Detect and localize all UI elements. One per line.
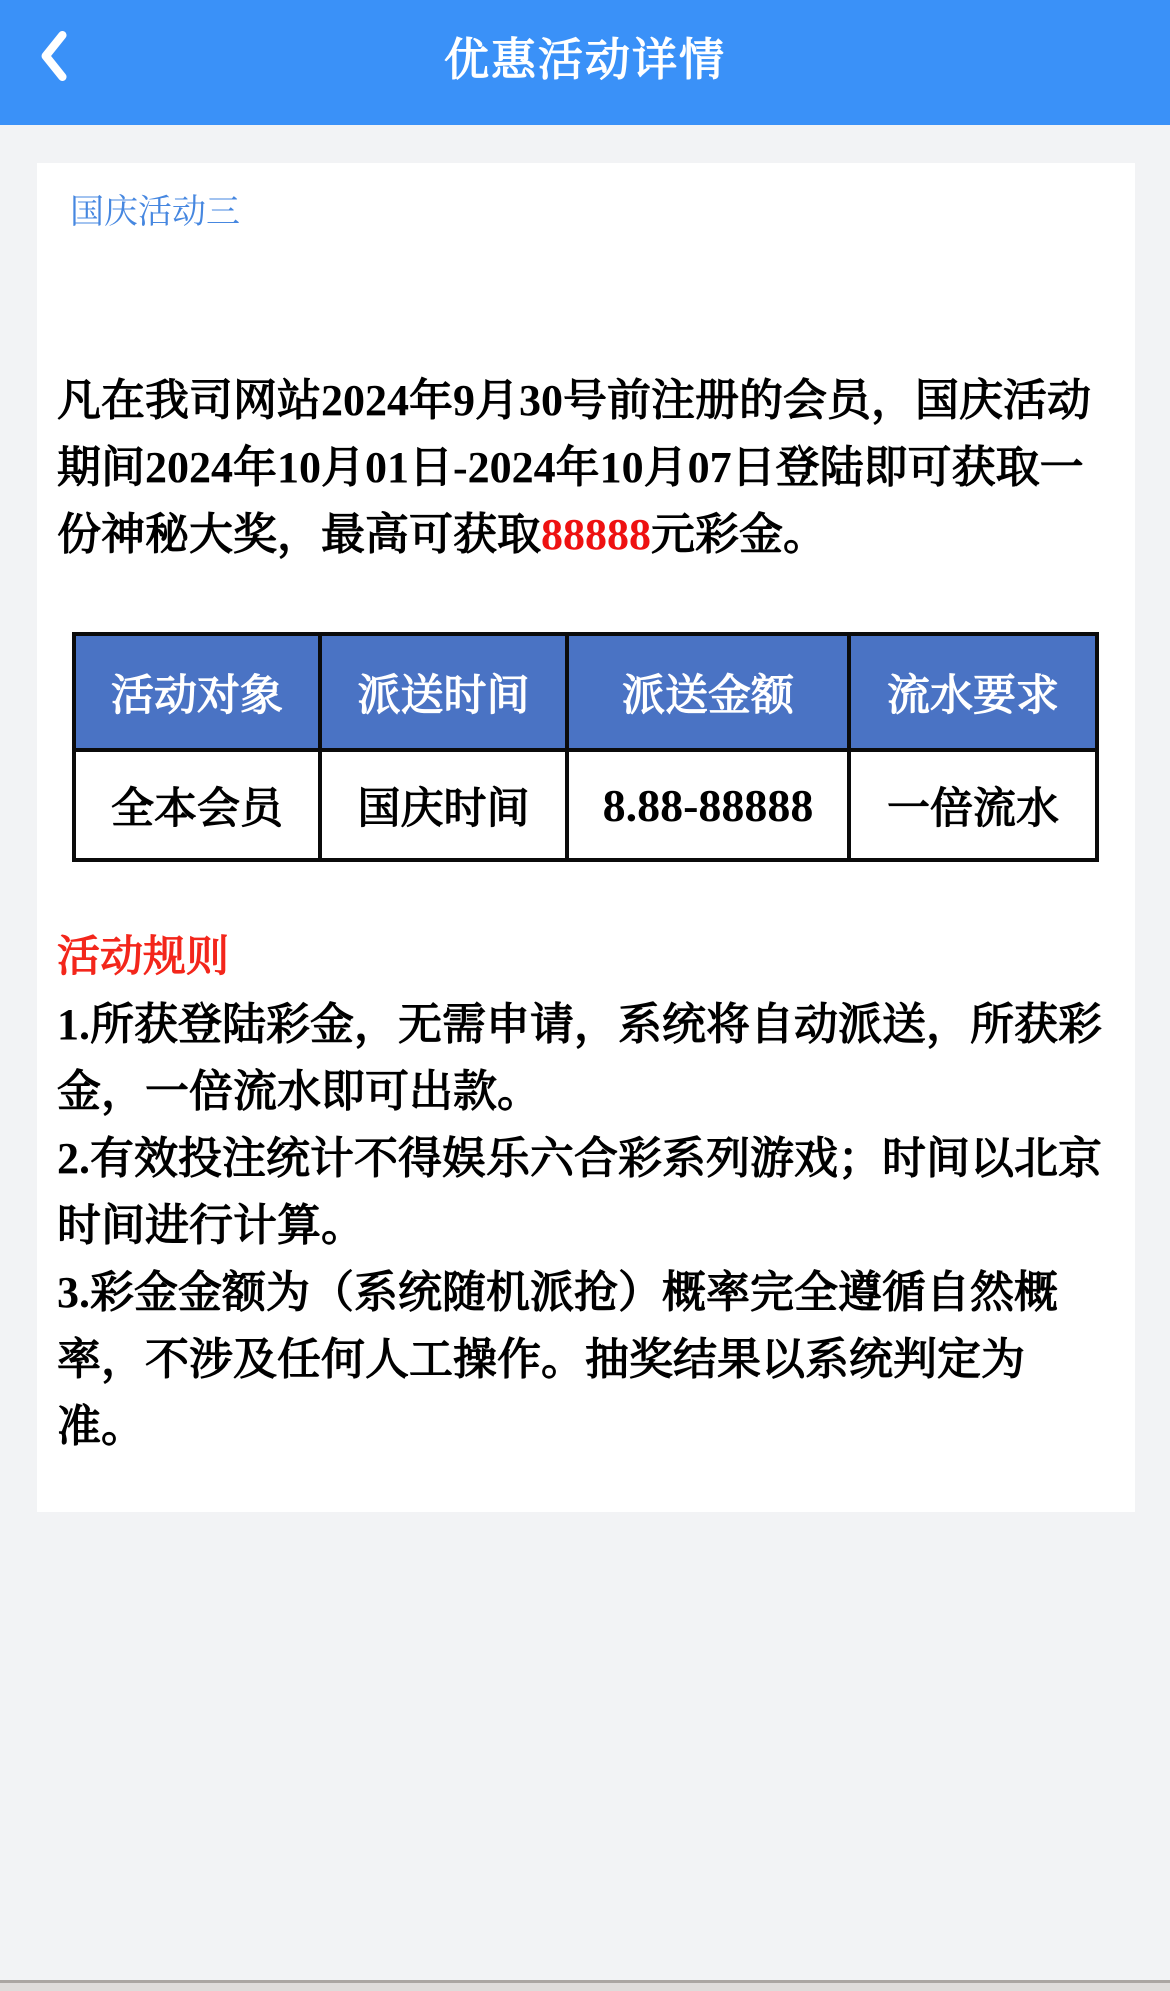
cell-activity-target: 全本会员 [74,750,320,860]
rule-item-2: 2.有效投注统计不得娱乐六合彩系列游戏；时间以北京时间进行计算。 [57,1134,1102,1250]
page-title: 优惠活动详情 [443,34,726,85]
app-header [0,0,1170,125]
col-header-delivery-time: 派送时间 [320,634,567,750]
promo-table-row [74,750,1097,860]
activity-name-link[interactable]: 国庆活动三 [70,193,240,231]
col-header-activity-target: 活动对象 [74,634,320,750]
back-button[interactable] [38,0,108,125]
promo-card [37,163,1135,1512]
rule-item-1: 1.所获登陆彩金，无需申请，系统将自动派送，所获彩金，一倍流水即可出款。 [57,1000,1102,1116]
bottom-edge-bar [0,1980,1170,1991]
rule-item-3: 3.彩金金额为（系统随机派抢）概率完全遵循自然概率，不涉及任何人工操作。抽奖结果以系统判定为准。 [57,1268,1058,1451]
intro-amount-highlight: 88888 [541,510,651,559]
activity-intro [57,367,1109,568]
promo-table [72,632,1099,862]
chevron-left-icon [38,31,68,81]
col-header-delivery-amount: 派送金额 [567,634,849,750]
cell-turnover-requirement: 一倍流水 [849,750,1097,860]
cell-delivery-amount: 8.88-88888 [567,750,849,860]
rules-section [57,924,1109,1460]
intro-text-after: 元彩金。 [651,510,827,559]
promo-table-header-row [74,634,1097,750]
cell-delivery-time: 国庆时间 [320,750,567,860]
rules-title: 活动规则 [57,933,229,981]
intro-text-before: 凡在我司网站2024年9月30号前注册的会员，国庆活动期间2024年10月01日-2024年10月07日登陆即可获取一份神秘大奖，最高可获取 [57,376,1091,559]
col-header-turnover-requirement: 流水要求 [849,634,1097,750]
